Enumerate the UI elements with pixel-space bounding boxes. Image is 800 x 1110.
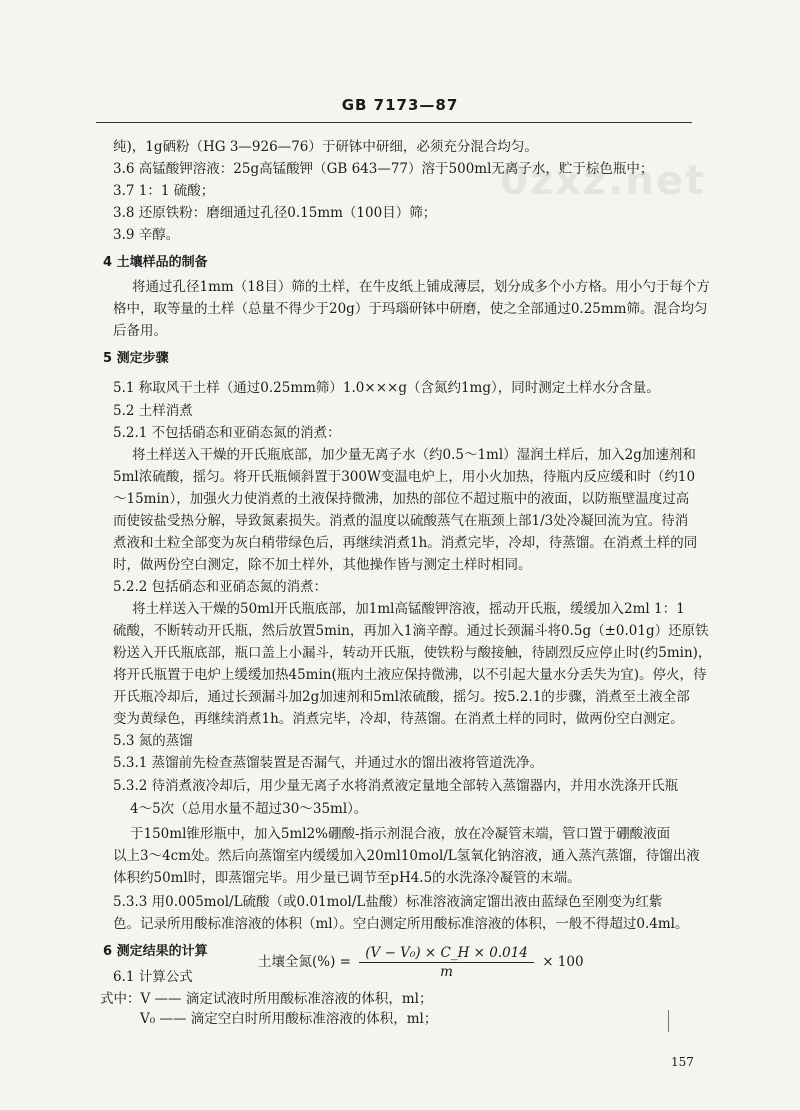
paragraph-line: 纯)，1g硒粉（HG 3—926—76）于研钵中研细，必须充分混合均匀。 <box>113 139 538 155</box>
formula-numerator: (V − V₀) × C_H × 0.014 <box>359 945 534 963</box>
formula-fraction <box>359 945 534 980</box>
definition-v0: V₀ —— 滴定空白时所用酸标准溶液的体积，ml； <box>140 1011 438 1027</box>
numbered-clause: 3.7 1：1 硫酸； <box>113 183 215 199</box>
paragraph-line: 将开氏瓶置于电炉上缓缓加热45min(瓶内土液应保持微沸，以不引起大量水分丢失为宜)。停火，待 <box>113 667 707 683</box>
margin-mark <box>668 1010 669 1032</box>
paragraph-line: 后备用。 <box>113 323 167 339</box>
numbered-clause: 3.9 辛醇。 <box>113 227 180 243</box>
numbered-clause: 5.2.1 不包括硝态和亚硝态氮的消煮： <box>113 425 341 441</box>
total-nitrogen-formula <box>258 945 584 980</box>
numbered-clause: 5.3.3 用0.005mol/L硫酸（或0.01mol/L盐酸）标准溶液滴定馏出液由蓝绿色至刚变为红紫 <box>113 894 663 910</box>
definition-v: 式中：V —— 滴定试液时所用酸标准溶液的体积，ml； <box>100 991 433 1007</box>
numbered-clause: 6.1 计算公式 <box>113 969 193 985</box>
numbered-clause: 3.8 还原铁粉：磨细通过孔径0.15mm（100目）筛； <box>113 205 437 221</box>
numbered-clause: 5.2.2 包括硝态和亚硝态氮的消煮： <box>113 579 328 595</box>
paragraph-line: 将土样送入干燥的50ml开氏瓶底部，加1ml高锰酸钾溶液，摇动开氏瓶，缓缓加入2ml 1：1 <box>132 601 685 617</box>
formula-lhs: 土壤全氮(%) = <box>258 954 351 970</box>
paragraph-line: 粉送入开氏瓶底部，瓶口盖上小漏斗，转动开氏瓶，使铁粉与酸接触，待剧烈反应停止时(约5min)， <box>113 645 712 661</box>
numbered-clause: 5.2 土样消煮 <box>113 403 193 419</box>
numbered-clause: 5.3 氮的蒸馏 <box>113 733 193 749</box>
watermark-text: 0zxz.net <box>500 158 707 204</box>
paragraph-line: 于150ml锥形瓶中，加入5ml2%硼酸-指示剂混合液，放在冷凝管末端，管口置于硼酸液面 <box>130 826 671 842</box>
standard-header: GB 7173—87 <box>341 96 459 114</box>
paragraph-line: 而使铵盐受热分解，导致氮素损失。消煮的温度以硫酸蒸气在瓶颈上部1/3处冷凝回流为宜。待消 <box>113 513 689 529</box>
paragraph-line: ～15min），加强火力使消煮的土液保持微沸，加热的部位不超过瓶中的液面，以防瓶壁温度过高 <box>113 491 690 507</box>
numbered-clause: 5.3.1 蒸馏前先检查蒸馏装置是否漏气，并通过水的馏出液将管道洗净。 <box>113 755 544 771</box>
paragraph-line: 硫酸，不断转动开氏瓶，然后放置5min，再加入1滴辛醇。通过长颈漏斗将0.5g（±0.01g）还原铁 <box>113 623 709 639</box>
numbered-clause: 5.1 称取风干土样（通过0.25mm筛）1.0×××g（含氮约1mg），同时测定土样水分含量。 <box>113 380 660 396</box>
page-number: 157 <box>671 1055 694 1069</box>
formula-rhs: × 100 <box>542 954 584 970</box>
paragraph-line: 将通过孔径1mm（18目）筛的土样，在牛皮纸上铺成薄层，划分成多个小方格。用小勺于每个方 <box>132 279 710 295</box>
numbered-clause: 5.3.2 待消煮液冷却后，用少量无离子水将消煮液定量地全部转入蒸馏器内，并用水洗涤开氏瓶 <box>113 778 679 794</box>
paragraph-line: 体积约50ml时，即蒸馏完毕。用少量已调节至pH4.5的水洗涤冷凝管的末端。 <box>113 870 581 886</box>
paragraph-line: 5ml浓硫酸，摇匀。将开氏瓶倾斜置于300W变温电炉上，用小火加热，待瓶内反应缓和时（约10 <box>113 469 696 485</box>
numbered-clause: 3.6 高锰酸钾溶液：25g高锰酸钾（GB 643—77）溶于500ml无离子水，贮于棕色瓶中； <box>113 161 654 177</box>
section-heading: 5 测定步骤 <box>103 351 169 366</box>
header-rule <box>96 122 692 123</box>
paragraph-line: 时，做两份空白测定，除不加土样外，其他操作皆与测定土样时相同。 <box>113 557 532 573</box>
paragraph-line: 色。记录所用酸标准溶液的体积（ml）。空白测定所用酸标准溶液的体积，一般不得超过0.4ml。 <box>113 916 689 932</box>
section-heading: 4 土壤样品的制备 <box>103 255 208 270</box>
paragraph-line: 以上3～4cm处。然后向蒸馏室内缓缓加入20ml10mol/L氢氧化钠溶液，通入蒸汽蒸馏，待馏出液 <box>113 848 700 864</box>
paragraph-line: 4～5次（总用水量不超过30～35ml）。 <box>130 801 368 817</box>
paragraph-line: 变为黄绿色，再继续消煮1h。消煮完毕，冷却，待蒸馏。在消煮土样的同时，做两份空白测定。 <box>113 711 684 727</box>
paragraph-line: 开氏瓶冷却后，通过长颈漏斗加2g加速剂和5ml浓硫酸，摇匀。按5.2.1的步骤，消煮至土液全部 <box>113 689 690 705</box>
section-heading: 6 测定结果的计算 <box>103 944 208 959</box>
formula-denominator: m <box>440 964 453 980</box>
paragraph-line: 格中，取等量的土样（总量不得少于20g）于玛瑙研钵中研磨，使之全部通过0.25mm筛。混合均匀 <box>113 301 708 317</box>
paragraph-line: 将土样送入干燥的开氏瓶底部，加少量无离子水（约0.5～1ml）湿润土样后，加入2g加速剂和 <box>132 447 696 463</box>
paragraph-line: 煮液和土粒全部变为灰白稍带绿色后，再继续消煮1h。消煮完毕，冷却，待蒸馏。在消煮土样的同 <box>113 535 698 551</box>
